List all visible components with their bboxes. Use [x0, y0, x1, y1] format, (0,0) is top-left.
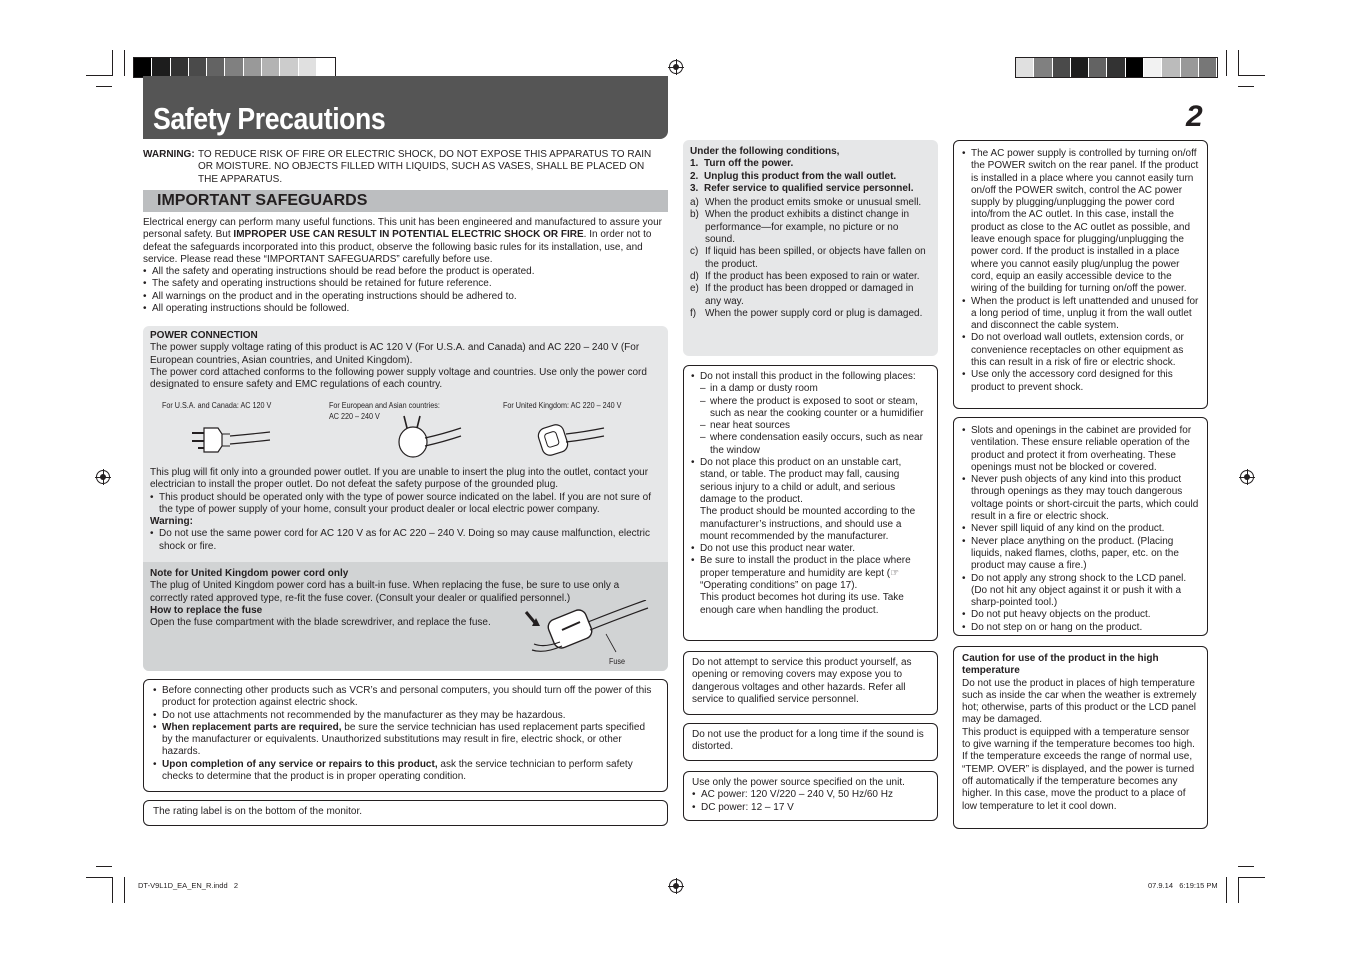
plug-label-eu-voltage: AC 220 – 240 V — [329, 412, 380, 421]
list-item: f) When the power supply cord or plug is damaged. — [690, 307, 923, 319]
list-item: • Do not use this product near water. — [691, 543, 930, 555]
list-item: • Do not install this product in the following places: – in a damp or dusty room – where the product is exposed to soot or steam, such as near the cooking counter or a humidifier – near heat sources – where condensation easily occurs, such as near the window — [691, 371, 930, 457]
plug-label-us: For U.S.A. and Canada: AC 120 V — [162, 401, 272, 410]
crop-mark — [124, 50, 125, 76]
warning-text: TO REDUCE RISK OF FIRE OR ELECTRIC SHOCK, DO NOT EXPOSE THIS APPARATUS TO RAIN OR MOISTURE. NO OBJECTS FILLED WITH LIQUIDS, SUCH AS VASES, SHALL BE PLACED ON THE APPARATUS. — [198, 149, 652, 185]
power-heading: POWER CONNECTION — [150, 330, 258, 341]
list-item: c) If liquid has been spilled, or objects have fallen on the product. — [690, 246, 926, 270]
crop-mark — [1226, 877, 1227, 903]
fuse-heading: How to replace the fuse — [150, 604, 263, 616]
list-item: e) If the product has been dropped or damaged in any way. — [690, 283, 914, 307]
installation-box — [683, 365, 938, 641]
safeguards-heading-bar — [143, 190, 668, 212]
registration-mark-icon — [1240, 470, 1254, 484]
crop-mark — [1238, 50, 1239, 76]
crop-mark — [1238, 75, 1265, 76]
list-item: • All the safety and operating instructions should be read before the product is operated. — [143, 266, 668, 278]
temperature-heading: Caution for use of the product in the high temperature — [962, 653, 1159, 677]
list-item: – where condensation easily occurs, such as near the window — [700, 432, 930, 457]
list-item: • AC power: 120 V/220 – 240 V, 50 Hz/60 Hz — [692, 789, 929, 801]
list-item: • DC power: 12 – 17 V — [692, 802, 929, 814]
power-warning-label: Warning: — [150, 516, 193, 528]
registration-mark-icon — [669, 60, 683, 74]
list-item: • The safety and operating instructions should be retained for future reference. — [143, 278, 668, 290]
plug-label-uk: For United Kingdom: AC 220 – 240 V — [503, 401, 622, 410]
crop-mark — [1238, 86, 1254, 87]
power-source-box: Use only the power source specified on the unit. • AC power: 120 V/220 – 240 V, 50 Hz/60 Hz • DC power: 12 – 17 V — [683, 771, 938, 821]
list-item: 1. Turn off the power. — [690, 158, 794, 170]
safeguards-heading: IMPORTANT SAFEGUARDS — [157, 192, 368, 209]
title-bar — [143, 76, 668, 139]
list-item: • All warnings on the product and in the operating instructions should be adhered to. — [143, 291, 668, 303]
list-item: a) When the product emits smoke or unusual smell. — [690, 197, 922, 209]
crop-mark — [1238, 866, 1254, 867]
list-item: • Do not use the same power cord for AC 120 V as for AC 220 – 240 V. Doing so may cause malfunction, electric shock or fire. — [150, 528, 663, 553]
uk-section: Note for United Kingdom power cord only The plug of United Kingdom power cord has a built-in fuse. When replacing the fuse, be sure to use only a correctly rated approved type, re-fit the fuse cover. (Consult your dealer or qualified personnel.) How to replace the fuse Open the fuse compartment with the blade screwdriver, and replace the fuse. — [150, 568, 645, 629]
list-item: • Never place anything on the product. (Placing liquids, naked flames, cloths, paper, etc. on the product may cause a fire.) — [962, 536, 1199, 573]
warning-label: WARNING: — [143, 149, 195, 160]
uk-heading: Note for United Kingdom power cord only — [150, 568, 349, 579]
eu-plug-icon — [395, 414, 463, 460]
footer-file: DT-V9L1D_EA_EN_R.indd 2 — [138, 881, 239, 890]
conditions-panel — [683, 140, 938, 356]
list-item: • Upon completion of any service or repairs to this product, ask the service technician to perform safety checks to determine that the product is in proper operating condition. — [153, 759, 658, 784]
list-item: • When the product is left unattended and unused for a long period of time, unplug it from the wall outlet and disconnect the cable system. — [962, 296, 1199, 333]
list-item: – near heat sources — [700, 420, 930, 432]
power-grounding: This plug will fit only into a grounded power outlet. If you are unable to insert the plug into the outlet, contact your electrician to install the proper outlet. Do not defeat the safety purpose of the grounded plug. • This product should be operated only with the type of power source indicated on the label. If you are not sure of the type of power supply of your home, consult your product dealer or local electric power company. Warning: • Do not use the same power cord for AC 120 V as for AC 220 – 240 V. Doing so may cause malfunction, electric shock or fire. — [150, 467, 663, 553]
list-item: • The AC power supply is controlled by turning on/off the POWER switch on the rear panel. If the product is installed in a place where you cannot easily turn on/off the POWER switch, control the AC power supply by plugging/unplugging the power cord into/from the AC outlet. In this case, install the product as close to the AC outlet as possible, and leave enough space for plugging/unplugging the power cord. If the product is installed in a place where you cannot easily plug/unplug the power cord, equip an easily accessible device to the wiring of the building for turning on/off the power. — [962, 148, 1199, 296]
list-item: • Do not overload wall outlets, extension cords, or convenience receptacles on other equipment as this can result in a risk of fire or electric shock. — [962, 332, 1199, 369]
list-item: 2. Unplug this product from the wall outlet. — [690, 170, 897, 182]
list-item: • Do not put heavy objects on the product. — [962, 609, 1199, 621]
sound-box: Do not use the product for a long time if the sound is distorted. — [683, 723, 938, 761]
crop-mark — [96, 86, 112, 87]
list-item: – in a damp or dusty room — [700, 383, 930, 395]
registration-mark-icon — [96, 470, 110, 484]
safeguards-intro: Electrical energy can perform many useful functions. This unit has been engineered and manufactured to assure your personal safety. But IMPROPER USE CAN RESULT IN POTENTIAL ELECTRIC SHOCK OR FIRE. In order not to defeat the safeguards incorporated into this product, observe the following basic rules for its installation, use, and service. Please read these “IMPORTANT SAFEGUARDS” carefully before use. • All the safety and operating instructions should be read before the product is operated. • The safety and operating instructions should be retained for future reference. • All warnings on the product and in the operating instructions should be adhered to. • All operating instructions should be followed. — [143, 217, 668, 315]
list-item: b) When the product exhibits a distinct change in performance—for example, no picture or no sound. — [690, 209, 910, 246]
footer-timestamp: 07.9.14 6:19:15 PM — [1148, 881, 1218, 890]
list-item: • When replacement parts are required, be sure the service technician has used replacement parts specified by the manufacturer or equivalents. Unauthorized substitutions may result in fire, electric shock, or other hazards. — [153, 722, 658, 759]
temperature-box: Caution for use of the product in the high temperature Do not use the product in places of high temperature such as inside the car when the weather is extremely hot; otherwise, parts of this product or the LCD panel may be damaged. This product is equipped with a temperature sensor to give warning if the temperature becomes too high. If the temperature exceeds the range of normal use, “TEMP. OVER” is displayed, and the power is turned off automatically if the temperature becomes any higher. In this case, move the product to a place of low temperature to let it cool down. — [953, 646, 1208, 829]
color-bar-right — [1015, 57, 1218, 78]
list-item: • Before connecting other products such as VCR’s and personal computers, you should turn off the power of this product for protection against electric shock. — [153, 685, 658, 710]
uk-plug-icon — [536, 418, 606, 458]
crop-mark — [86, 75, 113, 76]
conditions-heading: Under the following conditions, — [690, 146, 840, 157]
list-item: • Do not place this product on an unstable cart, stand, or table. The product may fall, causing serious injury to a child or adult, and serious damage to the product. The product should be mounted according to the manufacturer’s instructions, and should use a mount recommended by the manufacturer. — [691, 457, 930, 543]
crop-mark — [96, 866, 112, 867]
crop-mark — [112, 50, 113, 76]
safeguards-bullets — [143, 266, 668, 315]
page-number: 2 — [1186, 100, 1203, 133]
crop-mark — [1226, 50, 1227, 76]
list-item: • Do not use attachments not recommended by the manufacturer as they may be hazardous. — [153, 710, 658, 722]
fuse-label: Fuse — [609, 657, 626, 666]
rating-box: The rating label is on the bottom of the monitor. — [143, 800, 668, 826]
list-item: • Do not step on or hang on the product. — [962, 622, 1199, 634]
registration-mark-icon — [669, 879, 683, 893]
ventilation-box — [953, 417, 1208, 636]
list-item: • Never push objects of any kind into this product through openings as they may touch dangerous voltage points or short-circuit the parts, which could result in a fire or electric shock. — [962, 474, 1199, 523]
list-item: – where the product is exposed to soot or steam, such as near the cooking counter or a humidifier — [700, 396, 930, 421]
crop-mark — [86, 877, 113, 878]
service-box: Do not attempt to service this product yourself, as opening or removing covers may expose you to dangerous voltages and other hazards. Refer all service to qualified service personnel. — [683, 651, 938, 715]
crop-mark — [124, 877, 125, 903]
us-plug-icon — [190, 424, 272, 456]
color-bar-left — [133, 57, 336, 78]
list-item: d) If the product has been exposed to rain or water. — [690, 270, 920, 282]
list-item: • Be sure to install the product in the place where proper temperature and humidity are kept (☞ “Operating conditions” on page 17). This product becomes hot during its use. Take enough care when handling the product. — [691, 555, 930, 616]
list-item: • Do not apply any strong shock to the LCD panel. (Do not hit any object against it or push it with a sharp-pointed tool.) — [962, 573, 1199, 610]
crop-mark — [1238, 877, 1239, 903]
list-item: • This product should be operated only with the type of power source indicated on the label. If you are not sure of the type of power supply of your home, consult your product dealer or local electric power company. — [150, 492, 663, 517]
fuse-replacement-icon — [520, 600, 650, 658]
warning-block — [143, 149, 663, 186]
power-connection: POWER CONNECTION The power supply voltage rating of this product is AC 120 V (For U.S.A. and Canada) and AC 220 – 240 V (For European countries, Asian countries, and United Kingdom). The power cord attached conforms to the following power supply voltage and countries. Use only the power cord designated to ensure safety and EMC regulations of each country. — [150, 330, 663, 391]
ac-power-box — [953, 140, 1208, 409]
page-title: Safety Precautions — [153, 101, 386, 136]
list-item: • Slots and openings in the cabinet are provided for ventilation. These ensure reliable operation of the product and protect it from overheating. These openings must not be blocked or covered. — [962, 425, 1199, 474]
plug-label-eu: For European and Asian countries: — [329, 401, 440, 410]
list-item: 3. Refer service to qualified service personnel. — [690, 182, 914, 194]
crop-mark — [112, 877, 113, 903]
list-item: • Use only the accessory cord designed for this product to prevent shock. — [962, 369, 1199, 394]
list-item: • All operating instructions should be followed. — [143, 303, 668, 315]
connection-box — [143, 679, 668, 792]
list-item: • Never spill liquid of any kind on the product. — [962, 523, 1199, 535]
crop-mark — [1238, 877, 1265, 878]
